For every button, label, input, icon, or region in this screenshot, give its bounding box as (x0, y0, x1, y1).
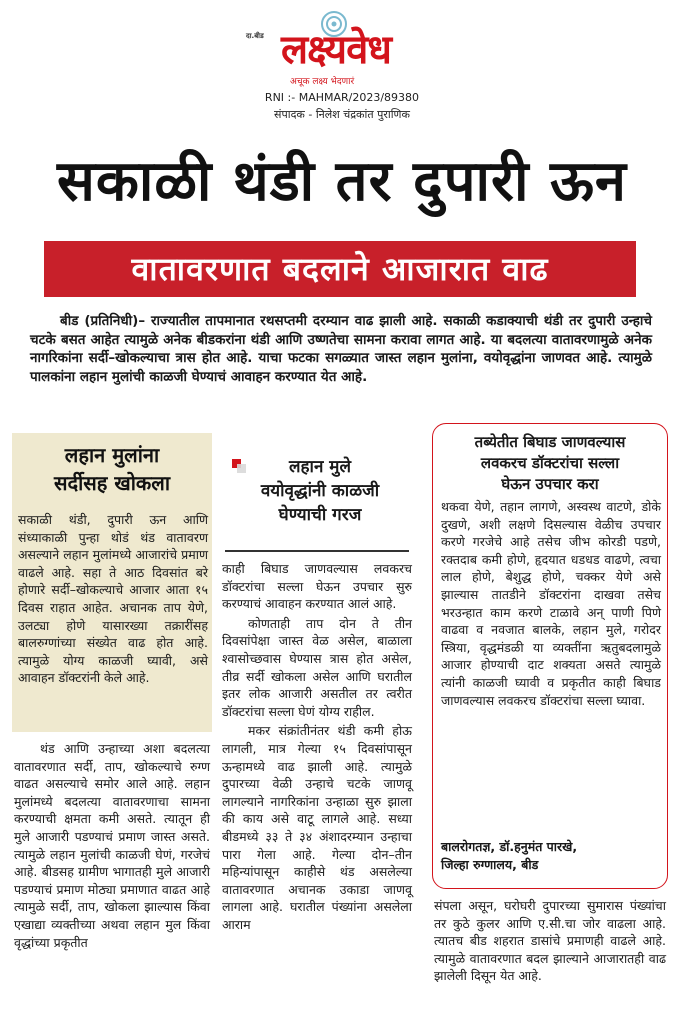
rni-number: RNI :- MAHMAR/2023/89380 (264, 91, 420, 104)
middle-title-line-2: वयोवृद्धांनी काळजी (260, 481, 380, 501)
masthead (0, 6, 684, 124)
middle-title-line-1: लहान मुले (288, 457, 351, 477)
middle-paragraph-3: मकर संक्रांतीनंतर थंडी कमी होऊ लागली, मात्र गेल्या १५ दिवसांपासून ऊन्हामध्ये वाढ झाली आहे. त्यामुळे दुपारच्या वेळी उन्हाचे चटके जाणवू लागल्याने नागरिकांना उन्हाळा सुरु झाला की काय असे वाटू लागले आहे. सध्या बीडमध्ये ३३ ते ३४ अंशादरम्यान उन्हाचा पारा गेला आहे. गेल्या दोन–तीन महिन्यांपासून काहीसे थंड असलेल्या वातावरणात अचानक उकाडा जाणवू लागला आहे. घरातील पंख्यांना असलेला आराम (222, 723, 412, 932)
doctor-signature (441, 838, 661, 873)
logo (246, 10, 426, 86)
middle-paragraph-1: काही बिघाड जाणवल्यास लवकरच डॉक्टरांचा सल्ला घेऊन उपचार सुरु करण्याचं आवाहन करण्यात आलं आहे. (222, 561, 412, 612)
right-title-line-3: घेऊन उपचार करा (501, 475, 599, 493)
left-box-body: सकाळी थंडी, दुपारी ऊन आणि संध्याकाळी पुन्हा थोडं थंड वातावरण असल्याने लहान मुलांमध्ये आजारांचे प्रमाण वाढले आहे. सहा ते आठ दिवसांत बरे होणारे सर्दी–खोकल्याचे आजार आता १५ दिवस राहात आहेत. अचानक ताप येणे, उलट्या होणे यासारख्या तक्रारींसह बालरुग्णांच्या संख्येत वाढ होत आहे. त्यामुळे योग्य काळजी घ्यावी, असे आवाहन डॉक्टरांनी केले आहे. (18, 512, 208, 686)
right-box-body: थकवा येणे, तहान लागणे, अस्वस्थ वाटणे, डोके दुखणे, अशी लक्षणे दिसल्यास वेळीच उपचार करणे गरजेचे आहे तसेच जीभ कोरडी पडणे, रक्तदाब कमी होणे, हृदयात धडधड वाढणे, त्वचा लाल होणे, बेशुद्ध होणे, चक्कर येणे असे झाल्यास तातडीने डॉक्टरांना दाखवा तसेच भरउन्हात काम करणे टाळावे अन् पाणी पिणे वाढवा व नवजात बालके, लहान मुले, गरोदर स्त्रिया, वृद्धमंडळी या व्यक्तींना ऋतुबदलामुळे आजार होण्याची दाट शक्यता असते त्यामुळे त्यांनी काळजी घ्यावी व प्रकृतीत काही बिघाड जाणवल्यास लवकरच डॉक्टरांचा सल्ला घ्यावा. (441, 499, 661, 708)
right-column-continuation: संपला असून, घरोघरी दुपारच्या सुमारास पंख्यांचा तर कुठे कुलर आणि ए.सी.चा जोर वाढला आहे. त्यातच बीड शहरात डासांचे प्रमाणही वाढले आहे. त्यामुळे वातावरणात बदल झाल्याने आजारातही वाढ झालेली दिसून येत आहे. (434, 898, 666, 984)
right-title-line-1: तब्येतीत बिघाड जाणवल्यास (474, 433, 626, 451)
right-title-line-2: लवकरच डॉक्टरांचा सल्ला (480, 454, 620, 472)
middle-title-divider (225, 550, 409, 552)
logo-prefix: दा.बीड (246, 32, 264, 40)
doctor-affiliation: जिल्हा रुग्णालय, बीड (441, 856, 539, 872)
middle-title-line-3: घेण्याची गरज (278, 505, 362, 525)
doctor-name: बालरोगतज्ञ, डॉ.हनुमंत पारखे, (441, 839, 578, 854)
intro-paragraph: बीड (प्रतिनिधी)– राज्यातील तापमानात रथसप्तमी दरम्यान वाढ झाली आहे. सकाळी कडाक्याची थंडी तर दुपारी उन्हाचे चटके बसत आहेत त्यामुळे अनेक बीडकरांना थंडी आणि उष्णतेचा सामना करावा लागत आहे. या बदलत्या वातावरणामुळे अनेक नागरिकांना सर्दी–खोकल्याचा त्रास होत आहे. याचा फटका सगळ्यात जास्त लहान मुलांना, वयोवृद्धांना जाणवत आहे. त्यामुळे पालकांना लहान मुलांची काळजी घेण्याचं आवाहन करण्यात येत आहे. (30, 313, 652, 385)
left-box-title-line-2: सर्दीसह खोकला (53, 471, 171, 495)
sub-headline-banner: वातावरणात बदलाने आजारात वाढ (44, 241, 636, 297)
middle-column-text (222, 560, 412, 935)
right-doctor-advice-box (432, 423, 668, 889)
left-highlight-box (12, 433, 212, 732)
left-box-title (12, 441, 212, 497)
editor-line: संपादक - निलेश चंद्रकांत पुराणिक (274, 108, 410, 121)
middle-paragraph-2: कोणताही ताप दोन ते तीन दिवसांपेक्षा जास्त वेळ असेल, बाळाला श्वासोच्छवास घेण्यास त्रास होत असेल, तीव्र सर्दी खोकला असेल आणि घरातील इतर लोक आजारी असतील तर त्वरीत डॉक्टरांचा सल्ला घेणं योग्य राहील. (222, 615, 412, 719)
main-headline: सकाळी थंडी तर दुपारी ऊन (57, 149, 627, 214)
middle-column-title (232, 455, 408, 527)
left-box-title-line-1: लहान मुलांना (64, 443, 160, 467)
logo-tagline: अचूक लक्ष्य भेदणारं (290, 77, 355, 87)
left-column-text: थंड आणि उन्हाच्या अशा बदलत्या वातावरणात सर्दी, ताप, खोकल्याचे रुग्ण वाढत असल्याचे समोर आले आहे. लहान मुलांमध्ये बदलत्या वातावरणाचा सामना करण्याची क्षमता कमी असते. त्यातून ही मुले आजारी पडण्याचं प्रमाण जास्त असते. त्यामुळे लहान मुलांची काळजी घेणं, गरजेचं आहे. बीडसह ग्रामीण भागातही मुले आजारी पडण्याचं प्रमाण मोठ्या प्रमाणात वाढत आहे त्यामुळे सर्दी, ताप, खोकला झाल्यास किंवा एखाद्या व्यक्तीच्या अथवा लहान मुल किंवा वृद्धांच्या प्रकृतीत (14, 741, 210, 950)
logo-text: लक्ष्यवेध (281, 27, 391, 73)
right-box-title (439, 432, 661, 495)
